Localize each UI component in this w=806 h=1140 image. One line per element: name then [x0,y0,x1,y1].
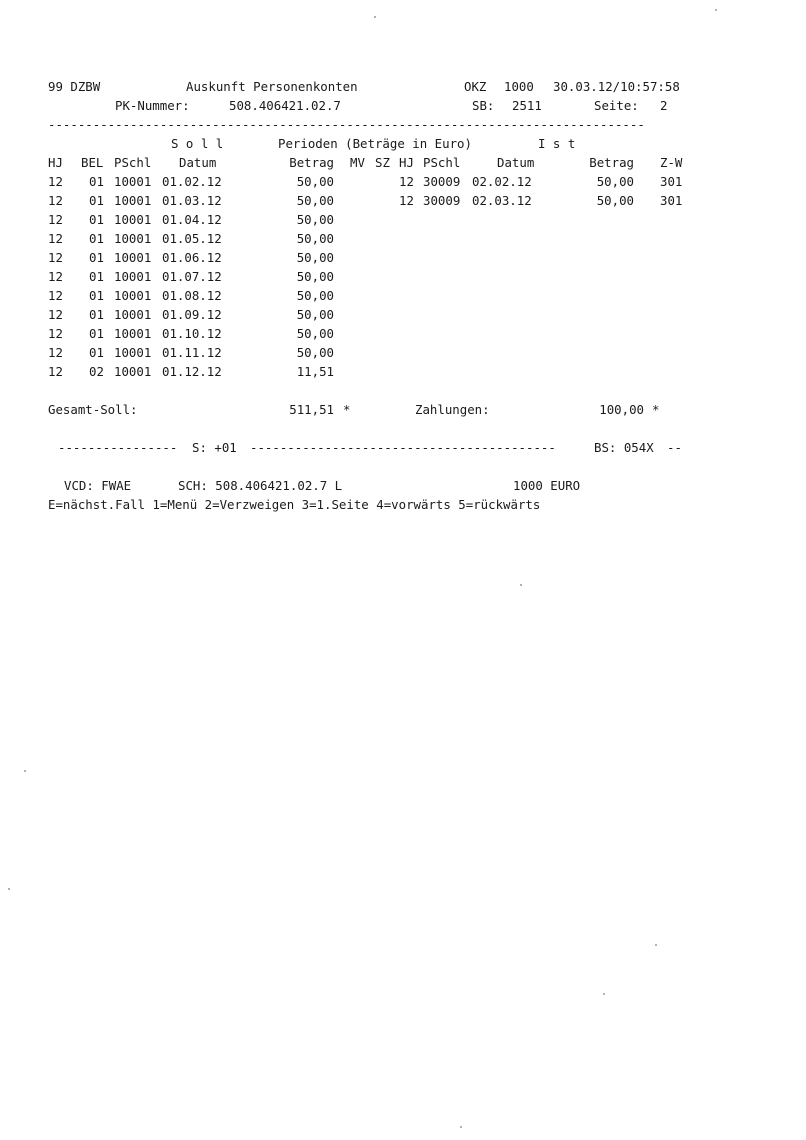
row-betrag: 50,00 [296,288,334,303]
zahlungen-mark: * [652,402,660,417]
row-datum: 01.04.12 [162,212,222,227]
row-betrag: 50,00 [296,307,334,322]
header-separator: -------------------------------------------------------------------------------- [48,118,645,132]
page-title: Auskunft Personenkonten [186,79,358,94]
row-bel: 01 [89,288,104,303]
page-number: 2 [660,98,668,113]
row-pschl: 10001 [114,307,152,322]
col-mv: MV [350,155,365,170]
sb-label: SB: [472,98,495,113]
col-pschl: PSchl [114,155,152,170]
sch-field: SCH: 508.406421.02.7 L [178,478,343,493]
row-pschl: 10001 [114,288,152,303]
scan-speck [715,9,717,11]
row-pschl: 10001 [114,174,152,189]
row-hj: 12 [48,269,63,284]
row-bel: 01 [89,193,104,208]
function-keys-legend: E=nächst.Fall 1=Menü 2=Verzweigen 3=1.Seite 4=vorwärts 5=rückwärts [48,497,541,512]
row-ist-pschl: 30009 [423,193,461,208]
row-hj: 12 [48,212,63,227]
ist-section-title: I s t [538,136,576,151]
scan-speck [655,944,657,946]
zahlungen-value: 100,00 [599,402,644,417]
row-hj: 12 [48,193,63,208]
row-datum: 01.03.12 [162,193,222,208]
row-pschl: 10001 [114,231,152,246]
row-pschl: 10001 [114,326,152,341]
row-ist-betrag: 50,00 [596,174,634,189]
col-hj: HJ [48,155,63,170]
row-betrag: 50,00 [296,269,334,284]
row-betrag: 50,00 [296,174,334,189]
soll-section-title: S o l l [171,136,224,151]
row-datum: 01.08.12 [162,288,222,303]
status-dashes-left: ---------------- [58,440,178,455]
row-bel: 01 [89,231,104,246]
gesamt-soll-label: Gesamt-Soll: [48,402,138,417]
row-betrag: 50,00 [296,326,334,341]
row-pschl: 10001 [114,250,152,265]
row-pschl: 10001 [114,212,152,227]
row-bel: 01 [89,345,104,360]
row-pschl: 10001 [114,364,152,379]
row-bel: 01 [89,326,104,341]
status-bs-indicator: BS: 054X [594,440,654,455]
row-betrag: 50,00 [296,345,334,360]
row-pschl: 10001 [114,345,152,360]
status-dashes-right: -- [667,440,682,455]
row-hj: 12 [48,307,63,322]
row-datum: 01.07.12 [162,269,222,284]
okz-label: OKZ [464,79,487,94]
row-datum: 01.09.12 [162,307,222,322]
row-bel: 01 [89,212,104,227]
row-ist-datum: 02.02.12 [472,174,532,189]
row-ist-betrag: 50,00 [596,193,634,208]
row-bel: 01 [89,250,104,265]
row-hj: 12 [48,288,63,303]
row-datum: 01.05.12 [162,231,222,246]
okz-value: 1000 [504,79,534,94]
row-betrag: 50,00 [296,212,334,227]
zahlungen-label: Zahlungen: [415,402,490,417]
pk-number-label: PK-Nummer: [115,98,190,113]
row-ist-hj: 12 [399,193,414,208]
col-ist-hj: HJ [399,155,414,170]
vcd-field: VCD: FWAE [64,478,132,493]
scan-speck [603,993,605,995]
row-hj: 12 [48,174,63,189]
col-betrag: Betrag [289,155,334,170]
row-zw: 301 [660,193,683,208]
col-sz: SZ [375,155,390,170]
gesamt-soll-mark: * [343,402,351,417]
col-ist-pschl: PSchl [423,155,461,170]
row-pschl: 10001 [114,193,152,208]
col-ist-datum: Datum [497,155,535,170]
row-ist-datum: 02.03.12 [472,193,532,208]
col-bel: BEL [81,155,104,170]
row-datum: 01.02.12 [162,174,222,189]
row-datum: 01.06.12 [162,250,222,265]
row-betrag: 50,00 [296,231,334,246]
system-code: 99 DZBW [48,79,101,94]
col-ist-betrag: Betrag [589,155,634,170]
row-betrag: 11,51 [296,364,334,379]
scan-speck [520,584,522,586]
scan-speck [374,16,376,18]
row-betrag: 50,00 [296,250,334,265]
row-ist-pschl: 30009 [423,174,461,189]
perioden-section-title: Perioden (Beträge in Euro) [278,136,472,151]
row-betrag: 50,00 [296,193,334,208]
scan-speck [460,1126,462,1128]
col-datum: Datum [179,155,217,170]
row-hj: 12 [48,345,63,360]
row-hj: 12 [48,326,63,341]
amount-field: 1000 EURO [513,478,581,493]
row-hj: 12 [48,231,63,246]
pk-number-value: 508.406421.02.7 [229,98,341,113]
row-datum: 01.12.12 [162,364,222,379]
page-label: Seite: [594,98,639,113]
row-datum: 01.10.12 [162,326,222,341]
row-hj: 12 [48,250,63,265]
row-bel: 01 [89,269,104,284]
row-bel: 02 [89,364,104,379]
sb-value: 2511 [512,98,542,113]
scan-speck [8,888,10,890]
row-datum: 01.11.12 [162,345,222,360]
status-dashes-middle: ----------------------------------------- [250,440,556,455]
row-bel: 01 [89,174,104,189]
row-pschl: 10001 [114,269,152,284]
row-bel: 01 [89,307,104,322]
status-s-indicator: S: +01 [192,440,237,455]
col-zw: Z-W [660,155,683,170]
row-hj: 12 [48,364,63,379]
gesamt-soll-value: 511,51 [289,402,334,417]
row-ist-hj: 12 [399,174,414,189]
datetime-stamp: 30.03.12/10:57:58 [553,79,680,94]
row-zw: 301 [660,174,683,189]
scan-speck [24,770,26,772]
